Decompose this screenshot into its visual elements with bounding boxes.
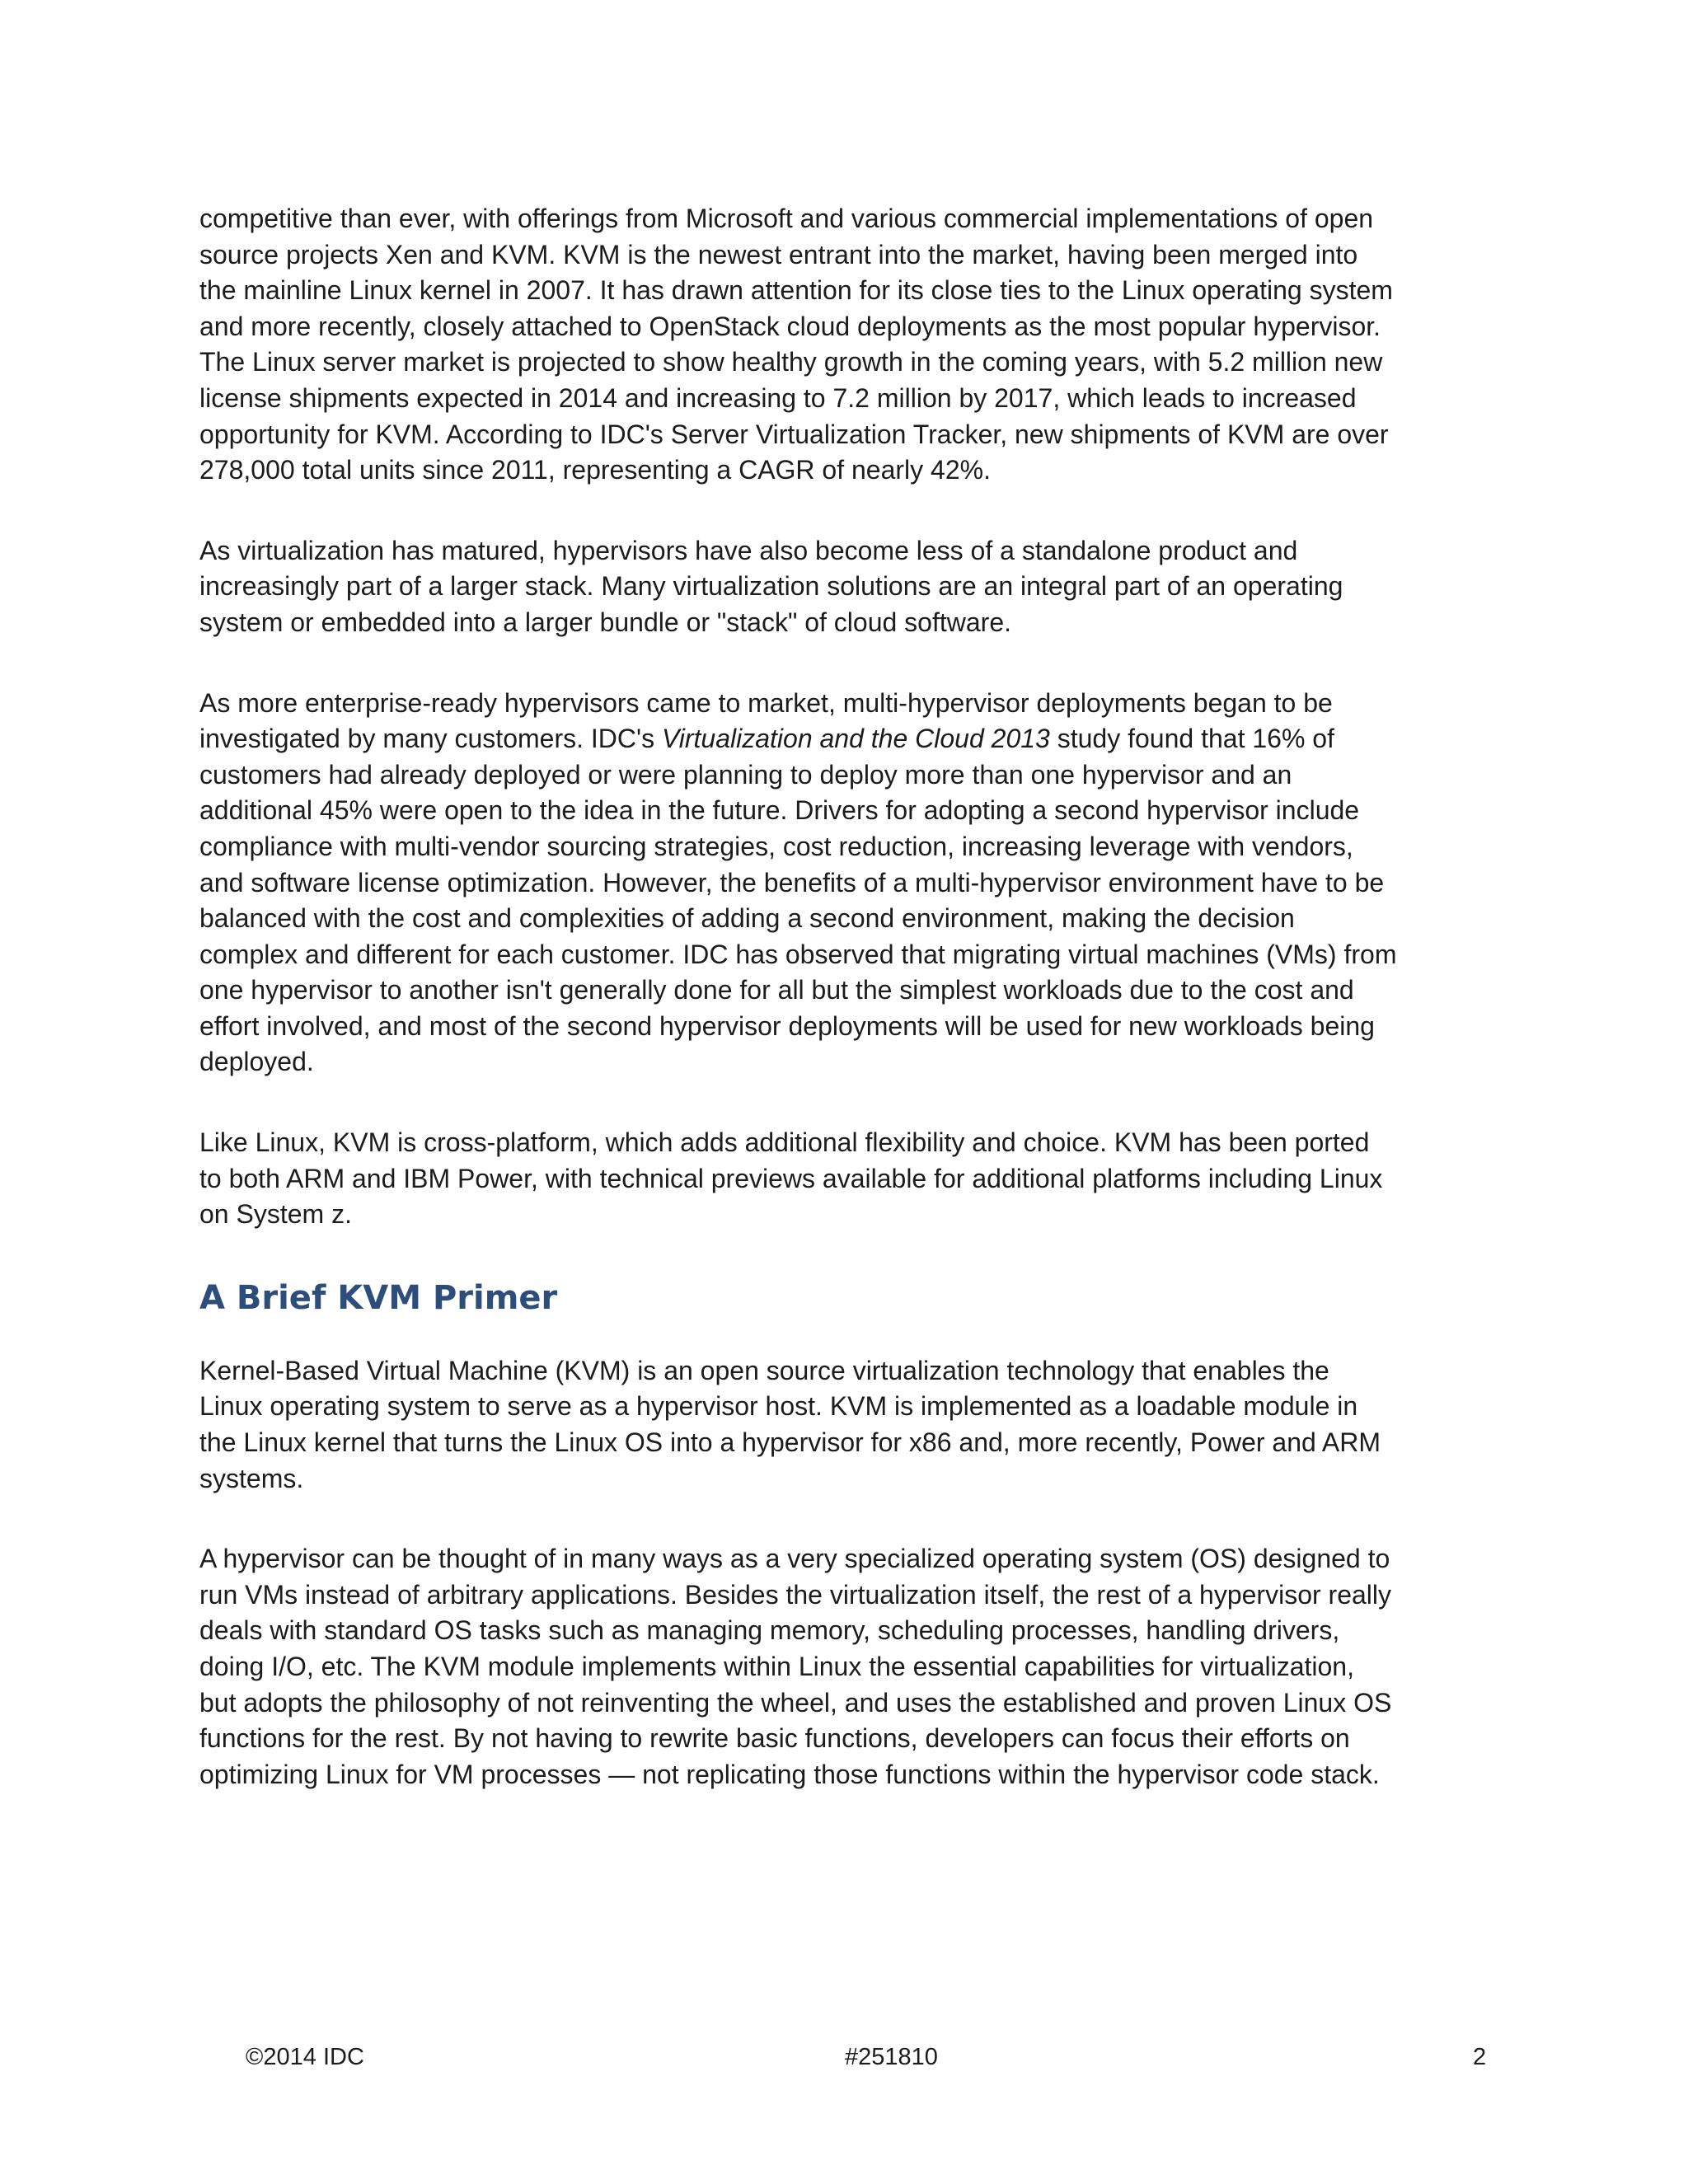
paragraph-multi-hypervisor-text-start: As more enterprise-ready hypervisors came to market, multi-hypervisor deployments began to be investigated by many customers. IDC's	[199, 687, 1333, 754]
document-body	[199, 201, 1452, 1837]
paragraph-multi-hypervisor-text-end: study found that 16% of customers had already deployed or were planning to deploy more than one hypervisor and an additional 45% were open to the idea in the future. Drivers for adopting a second hypervisor include compliance with multi-vendor sourcing strategies, cost reduction, increasing leverage with vendors, and software license optimization. However, the benefits of a multi-hypervisor environment have to be balanced with the cost and complexities of adding a second environment, making the decision complex and different for each customer. IDC has observed that migrating virtual machines (VMs) from one hypervisor to another isn't generally done for all but the simplest workloads due to the cost and effort involved, and most of the second hypervisor deployments will be used for new workloads being deployed.	[199, 724, 1397, 1077]
section-heading: A Brief KVM Primer	[199, 1278, 558, 1317]
footer-copyright: ©2014 IDC	[246, 2044, 364, 2070]
paragraph-hypervisor-stack: As virtualization has matured, hypervisors have also become less of a standalone product and increasingly part of a larger stack. Many virtualization solutions are an integral part of an operating system or embedded into a larger bundle or "stack" of cloud software.	[199, 535, 1343, 637]
page-footer	[0, 2044, 1688, 2077]
footer-document-number: #251810	[845, 2044, 938, 2070]
study-title: Virtualization and the Cloud 2013	[661, 724, 1050, 754]
paragraph-hypervisor-os: A hypervisor can be thought of in many ways as a very specialized operating system (OS) designed to run VMs instead of arbitrary applications. Besides the virtualization itself, the rest of a hypervisor really deals with standard OS tasks such as managing memory, scheduling processes, handling drivers, doing I/O, etc. The KVM module implements within Linux the essential capabilities for virtualization, but adopts the philosophy of not reinventing the wheel, and uses the established and proven Linux OS functions for the rest. By not having to rewrite basic functions, developers can focus their efforts on optimizing Linux for VM processes — not replicating those functions within the hypervisor code stack.	[199, 1544, 1392, 1789]
footer-page-number: 2	[1473, 2044, 1487, 2070]
paragraph-cross-platform: Like Linux, KVM is cross-platform, which adds additional flexibility and choice. KVM has been ported to both ARM and IBM Power, with technical previews available for additional platforms including Linux on System z.	[199, 1127, 1383, 1230]
paragraph-kvm-definition: Kernel-Based Virtual Machine (KVM) is an open source virtualization technology that enables the Linux operating system to serve as a hypervisor host. KVM is implemented as a loadable module in the Linux kernel that turns the Linux OS into a hypervisor for x86 and, more recently, Power and ARM systems.	[199, 1355, 1381, 1493]
paragraph-multi-hypervisor	[199, 686, 1452, 1081]
paragraph-market-competition: competitive than ever, with offerings from Microsoft and various commercial implementations of open source projects Xen and KVM. KVM is the newest entrant into the market, having been merged into the mainline Linux kernel in 2007. It has drawn attention for its close ties to the Linux operating system and more recently, closely attached to OpenStack cloud deployments as the most popular hypervisor. The Linux server market is projected to show healthy growth in the coming years, with 5.2 million new license shipments expected in 2014 and increasing to 7.2 million by 2017, which leads to increased opportunity for KVM. According to IDC's Server Virtualization Tracker, new shipments of KVM are over 278,000 total units since 2011, representing a CAGR of nearly 42%.	[199, 204, 1393, 485]
